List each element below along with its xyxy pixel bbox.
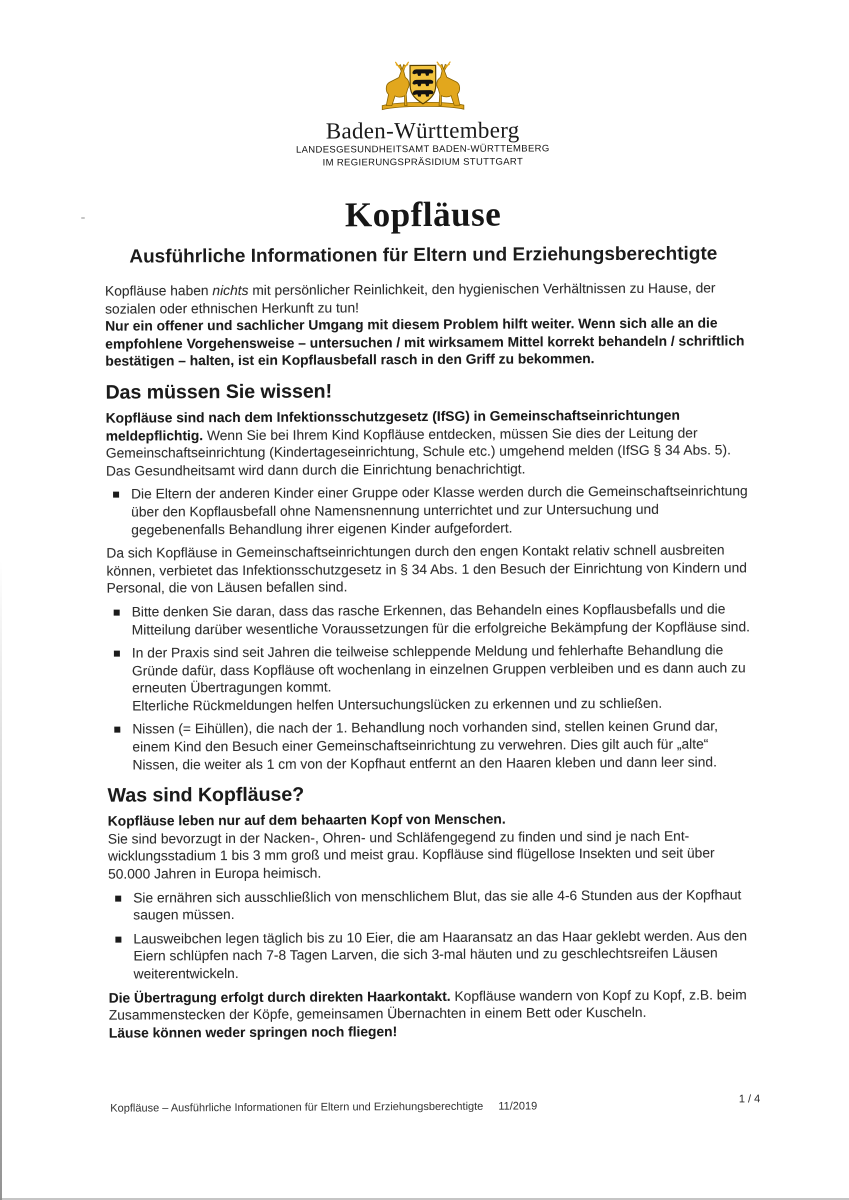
square-bullet-icon xyxy=(115,936,121,942)
paragraph: Da sich Kopfläuse in Gemeinschaftseinrichtungen durch den engen Kontakt relativ schnell ausbreiten können, verbietet das Infektionsschutzgesetz in § 34 Abs. 1 den Besuch der Einrichtung von Kindern und Personal, die von Läusen befallen sind. xyxy=(106,542,747,596)
section-heading-was: Was sind Kopfläuse? xyxy=(107,783,305,807)
lead-bold-line: Kopfläuse leben nur auf dem behaarten Kopf von Menschen. xyxy=(107,811,506,829)
document-body xyxy=(105,279,753,1042)
footer-doc-reference: Kopfläuse – Ausführliche Informationen für Eltern und Erziehungsberechtigte 11/2019 xyxy=(110,1100,538,1115)
closing-paragraph: Die Übertragung erfolgt durch direkten Haarkontakt. Kopfläuse wandern von Kopf zu Kopf, z.B. beim Zusammenstecken der Köpfe, gemeinsamen Übernachten in einem Bett oder Kuscheln. xyxy=(108,986,747,1023)
scan-speck-artifact xyxy=(81,217,85,219)
intro-text: Kopfläuse haben xyxy=(104,283,213,299)
intro-italic: nichts xyxy=(212,282,249,299)
bullet-item: Lausweibchen legen täglich bis zu 10 Eier, die am Haaransatz an das Haar geklebt werden. Aus den Eiern schlüpfen nach 7-8 Tagen Larven, die sich 3-mal häuten und zu geschlechtsreifen Läusen weiterentwickeln. xyxy=(108,927,752,983)
org-name: Baden-Württemberg xyxy=(325,117,520,144)
scan-edge-artifact-left xyxy=(0,560,2,1200)
intro-text-after: mit persönlicher Reinlichkeit, den hygienischen Verhältnissen zu Hause, der sozialen oder ethnischen Herkunft zu tun! xyxy=(105,280,716,317)
bullet-note: Elterliche Rückmeldungen helfen Untersuchungslücken zu erkennen und zu schließen. xyxy=(132,695,663,714)
paragraph: Sie sind bevorzugt in der Nacken-, Ohren- und Schläfengegend zu finden und sind je nach Entwicklungsstadium 1 bis 3 mm groß und meist grau. Kopfläuse sind flügellose Insekten und seit über 50.000 Jahren in Europa heimisch. xyxy=(107,828,715,882)
paragraph: Kopfläuse sind nach dem Infektionsschutzgesetz (IfSG) in Gemeinschaftseinrichtungen meldepflichtig. Wenn Sie bei Ihrem Kind Kopfläuse entdecken, müssen Sie dies der Leitung der Gemeinschaftseinrichtung (Kindertageseinrichtung, Schule etc.) umgehend melden (IfSG § 34 Abs. 5). Das Gesundheitsamt wird dann durch die Einrichtung benachrichtigt. xyxy=(105,407,731,479)
bullet-item: Nissen (= Eihüllen), die nach der 1. Behandlung noch vorhanden sind, stellen keinen Grund dar, einem Kind den Besuch einer Gemeinschaftseinrichtung zu verwehren. Dies gilt auch für „alte“ Nissen, die weiter als 1 cm von der Kopfhaut entfernt an den Haaren kleben und dann leer sind. xyxy=(107,718,751,774)
section-heading-wissen: Das müssen Sie wissen! xyxy=(105,380,333,404)
square-bullet-icon xyxy=(114,651,120,657)
page-title: Kopfläuse xyxy=(344,194,502,235)
bullet-item: In der Praxis sind seit Jahren die teilweise schleppende Meldung und fehlerhafte Behandlung die Gründe dafür, dass Kopfläuse oft wochenlang in einzelnen Gruppen verbleiben und es dann auch zu erneuten Übertragungen kommt. Elterliche Rückmeldungen helfen Untersuchungslücken zu erkennen und zu schließen. xyxy=(107,641,751,715)
bullet-item: Sie ernähren sich ausschließlich von menschlichem Blut, das sie alle 4-6 Stunden aus der Kopfhaut saugen müssen. xyxy=(108,886,752,925)
square-bullet-icon xyxy=(115,895,121,901)
org-line-1: LANDESGESUNDHEITSAMT BADEN-WÜRTTEMBERG xyxy=(295,143,550,156)
square-bullet-icon xyxy=(113,492,119,498)
footer-page-number: 1 / 4 xyxy=(738,1093,761,1106)
bullet-item: Die Eltern der anderen Kinder einer Gruppe oder Klasse werden durch die Gemeinschaftseinrichtung über den Kopflausbefall ohne Namensnennung unterrichtet und zur Untersuchung und gegebenenfalls Behandlung ihrer eigenen Kinder aufgefordert. xyxy=(106,483,750,539)
intro-bold-paragraph: Nur ein offener und sachlicher Umgang mit diesem Problem hilft weiter. Wenn sich alle an die empfohlene Vorgehensweise – untersuchen / mit wirksamem Mittel korrekt behandeln / schriftlich bestätigen – halten, ist ein Kopflausbefall rasch in den Griff zu bekommen. xyxy=(105,315,745,370)
letterhead xyxy=(0,0,847,171)
baden-wuerttemberg-coat-of-arms-logo xyxy=(374,58,470,117)
page-footer xyxy=(3,1093,849,1115)
bullet-item: Bitte denken Sie daran, dass das rasche Erkennen, das Behandeln eines Kopflausbefalls und die Mitteilung darüber wesentliche Voraussetzungen für die erfolgreiche Bekämpfung der Kopfläuse sind. xyxy=(107,600,751,639)
page-subtitle: Ausführliche Informationen für Eltern und Erziehungsberechtigte xyxy=(129,243,718,268)
org-line-2: IM REGIERUNGSPRÄSIDIUM STUTTGART xyxy=(322,155,524,169)
closing-bold-line: Läuse können weder springen noch fliegen! xyxy=(108,1023,398,1041)
square-bullet-icon xyxy=(114,610,120,616)
intro-paragraph xyxy=(105,279,749,318)
footer-date: 11/2019 xyxy=(498,1100,538,1113)
square-bullet-icon xyxy=(114,727,120,733)
